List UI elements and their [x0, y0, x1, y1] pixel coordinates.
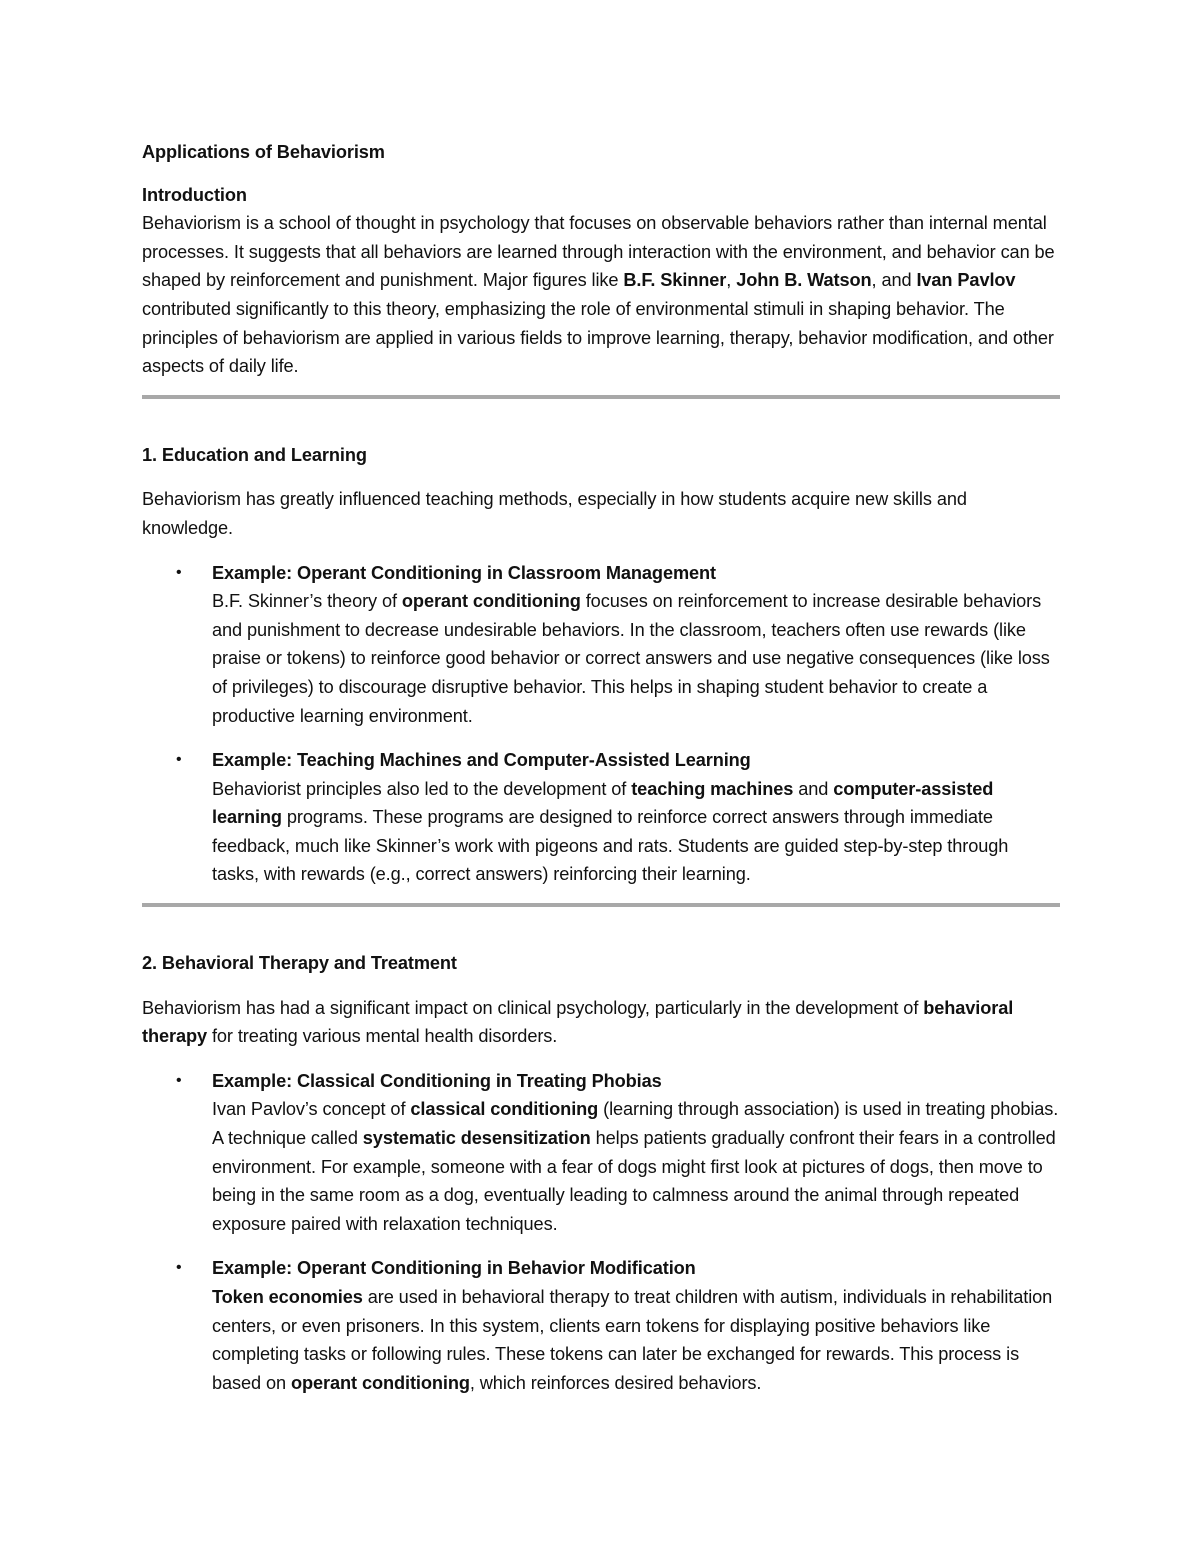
example-text: and	[793, 778, 834, 799]
bullet-icon: •	[176, 1259, 182, 1277]
example-text: focuses on reinforcement to increase desirable behaviors and punishment to decrease undesirable behaviors. In the classroom, teachers often use rewards (like praise or tokens) to reinforce good behavior or correct answers and use negative consequences (like loss of privileges) to discourage disruptive behavior. This helps in shaping student behavior to create a productive learning environment.	[212, 591, 1050, 726]
intro-bold-skinner: B.F. Skinner	[623, 270, 727, 291]
example-text: (learning through association) is used in treating phobias. A technique called	[212, 1099, 1059, 1149]
example-bold-term: classical conditioning	[410, 1099, 599, 1120]
section-2-heading: 2. Behavioral Therapy and Treatment	[142, 953, 457, 974]
intro-text-3: , and	[871, 270, 917, 291]
example-title: Example: Operant Conditioning in Classroom Management	[212, 562, 717, 583]
section-1-lead: Behaviorism has greatly influenced teaching methods, especially in how students acquire new skills and knowledge.	[142, 489, 967, 538]
bullet-icon: •	[176, 751, 182, 769]
intro-heading: Introduction	[142, 184, 247, 205]
example-bold-term: operant conditioning	[401, 591, 581, 612]
example-text: Behaviorist principles also led to the development of	[212, 778, 632, 799]
example-title: Example: Operant Conditioning in Behavior Modification	[212, 1258, 696, 1279]
document-title: Applications of Behaviorism	[142, 142, 385, 162]
example-text: , which reinforces desired behaviors.	[469, 1372, 762, 1393]
example-bold-term: computer-assisted learning	[212, 778, 994, 828]
example-title: Example: Classical Conditioning in Treating Phobias	[212, 1070, 662, 1091]
bullet-icon: •	[176, 1071, 182, 1089]
example-bold-term: teaching machines	[631, 778, 794, 799]
section-2-lead-text: for treating various mental health disorders.	[207, 1026, 558, 1047]
intro-text-2: ,	[726, 270, 737, 291]
section-1-examples	[142, 559, 1060, 890]
document-page	[142, 138, 1060, 1397]
intro-bold-watson: John B. Watson	[736, 270, 872, 291]
intro-bold-pavlov: Ivan Pavlov	[916, 270, 1016, 291]
example-text: are used in behavioral therapy to treat children with autism, individuals in rehabilitation centers, or even prisoners. In this system, clients earn tokens for displaying positive behaviors like completing tasks or following rules. These tokens can later be exchanged for rewards. This process is based on	[212, 1287, 1053, 1393]
example-bold-term: operant conditioning	[291, 1372, 470, 1393]
section-2-example-2	[142, 1254, 1060, 1397]
example-title: Example: Teaching Machines and Computer-Assisted Learning	[212, 750, 751, 771]
example-text: helps patients gradually confront their fears in a controlled environment. For example, someone with a fear of dogs might first look at pictures of dogs, then move to being in the same room as a dog, eventually leading to calmness around the animal through repeated exposure paired with relaxation techniques.	[212, 1128, 1056, 1234]
example-text: Ivan Pavlov’s concept of	[212, 1099, 411, 1120]
example-bold-term: systematic desensitization	[362, 1128, 591, 1149]
section-1-heading: 1. Education and Learning	[142, 444, 367, 465]
section-1-example-1	[142, 559, 1060, 731]
horizontal-rule-2	[142, 903, 1060, 907]
example-bold-term: Token economies	[212, 1287, 363, 1307]
intro-paragraph	[142, 209, 1060, 381]
section-1-example-2	[142, 746, 1060, 889]
intro-text-4: contributed significantly to this theory, emphasizing the role of environmental stimuli in shaping behavior. The principles of behaviorism are applied in various fields to improve learning, therapy, behavior modification, and other aspects of daily life.	[142, 298, 1054, 377]
example-text: programs. These programs are designed to reinforce correct answers through immediate feedback, much like Skinner’s work with pigeons and rats. Students are guided step-by-step through tasks, with rewards (e.g., correct answers) reinforcing their learning.	[212, 807, 1009, 885]
horizontal-rule-1	[142, 395, 1060, 399]
section-2-examples	[142, 1067, 1060, 1398]
bullet-icon: •	[176, 563, 182, 581]
intro-text-1: Behaviorism is a school of thought in psychology that focuses on observable behaviors rather than internal mental processes. It suggests that all behaviors are learned through interaction with the environment, and behavior can be shaped by reinforcement and punishment. Major figures like	[142, 213, 1055, 291]
section-2-example-1	[142, 1067, 1060, 1239]
example-text: B.F. Skinner’s theory of	[212, 591, 402, 612]
section-2-lead-text: Behaviorism has had a significant impact on clinical psychology, particularly in the development of	[142, 997, 924, 1018]
section-2-lead-bold: behavioral therapy	[142, 997, 1014, 1047]
section-2-lead	[142, 994, 1060, 1051]
